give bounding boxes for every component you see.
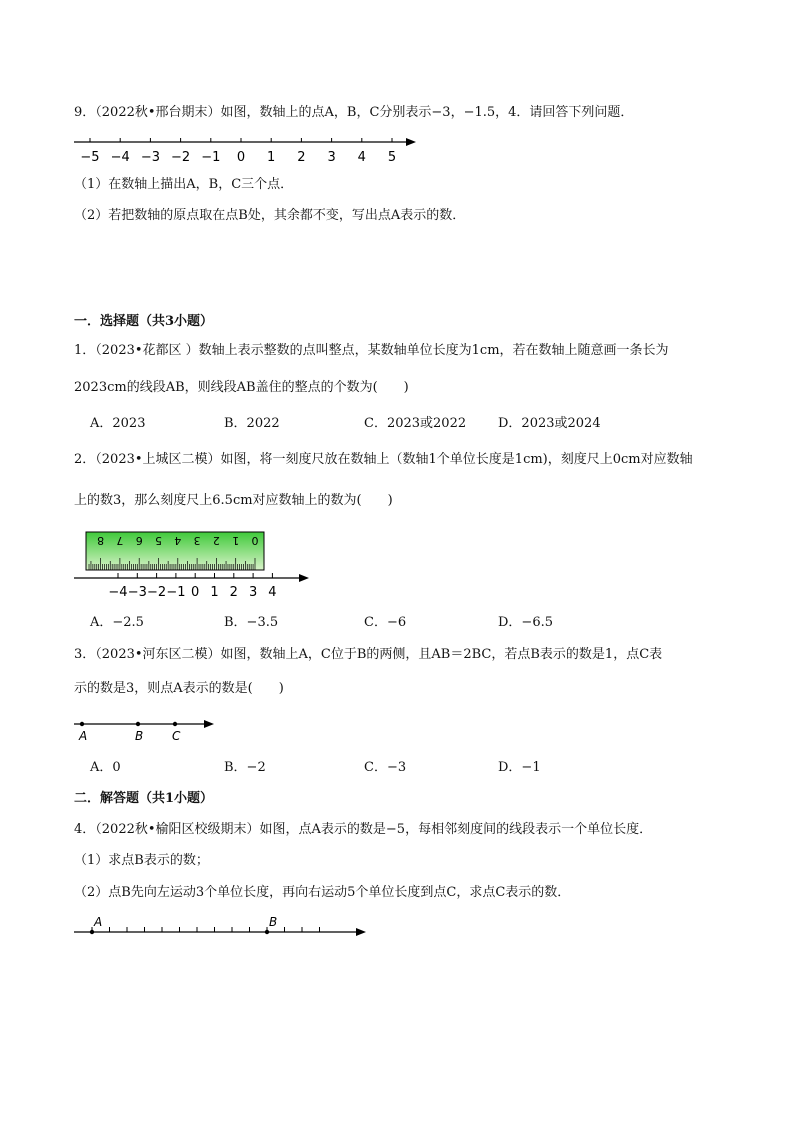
q9-sub2: （2）若把数轴的原点取在点B处，其余都不变，写出点A表示的数．	[74, 208, 466, 223]
q2-axis-label: 4	[268, 585, 277, 600]
q2-axis-label: −3	[127, 585, 147, 600]
ruler-label: 3	[193, 534, 201, 547]
q2-option-c: C．−6	[364, 615, 407, 630]
q9-tick-label: −2	[171, 150, 191, 165]
q3-option-b: B．−2	[224, 760, 266, 775]
ruler-label: 2	[212, 534, 220, 547]
q2-axis-label: 1	[210, 585, 219, 600]
q9-tick-label: 5	[387, 150, 397, 165]
ruler-label: 5	[155, 534, 162, 547]
q9-tick-label: −5	[80, 150, 100, 165]
q9-tick-label: 2	[297, 150, 306, 165]
q1-option-b: B．2022	[224, 416, 280, 431]
q1-option-d: D．2023或2024	[498, 416, 601, 431]
q9-tick-label: 3	[327, 150, 336, 165]
q4-point	[265, 930, 269, 934]
q2-ruler-figure	[0, 526, 794, 606]
ruler-label: 1	[232, 534, 240, 547]
ruler-label: 4	[174, 534, 182, 547]
q2-option-a: A．−2.5	[90, 615, 144, 630]
q1-line2: 2023cm的线段AB，则线段AB盖住的整点的个数为( )	[74, 380, 409, 395]
q3-option-c: C．−3	[364, 760, 407, 775]
q2-axis-label: 3	[248, 585, 258, 600]
q9-sub1: （1）在数轴上描出A，B，C三个点．	[74, 177, 294, 192]
q9-stem: 9．（2022秋•邢台期末）如图，数轴上的点A，B，C分别表示−3，−1.5，4．请回答下列问题．	[74, 105, 634, 120]
q4-point	[90, 930, 94, 934]
q3-line1: 3．（2023•河东区二模）如图，数轴上A，C位于B的两侧，且AB＝2BC，若点B表示的数是1，点C表	[74, 647, 663, 662]
q2-axis-label: −4	[108, 585, 128, 600]
q4-sub2: （2）点B先向左运动3个单位长度，再向右运动5个单位长度到点C，求点C表示的数．	[74, 885, 571, 900]
q4-number-line	[0, 912, 794, 952]
ruler-label: 0	[251, 534, 259, 547]
ruler-label: 7	[116, 534, 124, 547]
q1-option-a: A．2023	[90, 416, 146, 431]
q3-point	[136, 722, 140, 726]
q4-sub1: （1）求点B表示的数；	[74, 853, 209, 868]
q3-option-d: D．−1	[498, 760, 541, 775]
q3-point	[80, 722, 84, 726]
q1-line1: 1．（2023•花都区 ）数轴上表示整数的点叫整点，某数轴单位长度为1cm，若在数轴上随意画一条长为	[74, 343, 669, 358]
ruler-label: 8	[97, 534, 105, 547]
q3-line2: 示的数是3，则点A表示的数是( )	[74, 681, 284, 696]
q2-option-b: B．−3.5	[224, 615, 279, 630]
q9-tick-label: 4	[357, 150, 366, 165]
q4-point-label: B	[269, 915, 278, 929]
q9-number-line	[0, 132, 794, 172]
q2-axis-label: 2	[229, 585, 238, 600]
q3-number-line	[0, 714, 794, 754]
q3-point-label: B	[135, 729, 144, 743]
q9-tick-label: 0	[236, 150, 246, 165]
q4-stem: 4．（2022秋•榆阳区校级期末）如图，点A表示的数是−5，每相邻刻度间的线段表示一个单位长度．	[74, 822, 653, 837]
section-answer-title: 二．解答题（共1小题）	[74, 791, 214, 806]
q2-axis-label: −1	[166, 585, 186, 600]
q9-tick-label: −4	[110, 150, 130, 165]
ruler-label: 6	[135, 534, 143, 547]
q1-option-c: C．2023或2022	[364, 416, 467, 431]
q2-option-d: D．−6.5	[498, 615, 553, 630]
q3-point	[173, 722, 177, 726]
q2-axis-label: 0	[191, 585, 200, 600]
q9-tick-label: −3	[140, 150, 160, 165]
q2-line2: 上的数3，那么刻度尺上6.5cm对应数轴上的数为( )	[74, 493, 393, 508]
q3-point-label: A	[79, 729, 88, 743]
q9-tick-label: −1	[201, 150, 221, 165]
q2-line1: 2．（2023•上城区二模）如图，将一刻度尺放在数轴上（数轴1个单位长度是1cm)，刻度尺上0cm对应数轴	[74, 452, 693, 467]
q4-point-label: A	[94, 915, 103, 929]
section-choice-title: 一．选择题（共3小题）	[74, 314, 214, 329]
q3-option-a: A．0	[90, 760, 121, 775]
q3-point-label: C	[172, 729, 181, 743]
q9-tick-label: 1	[267, 150, 276, 165]
q2-axis-label: −2	[147, 585, 167, 600]
